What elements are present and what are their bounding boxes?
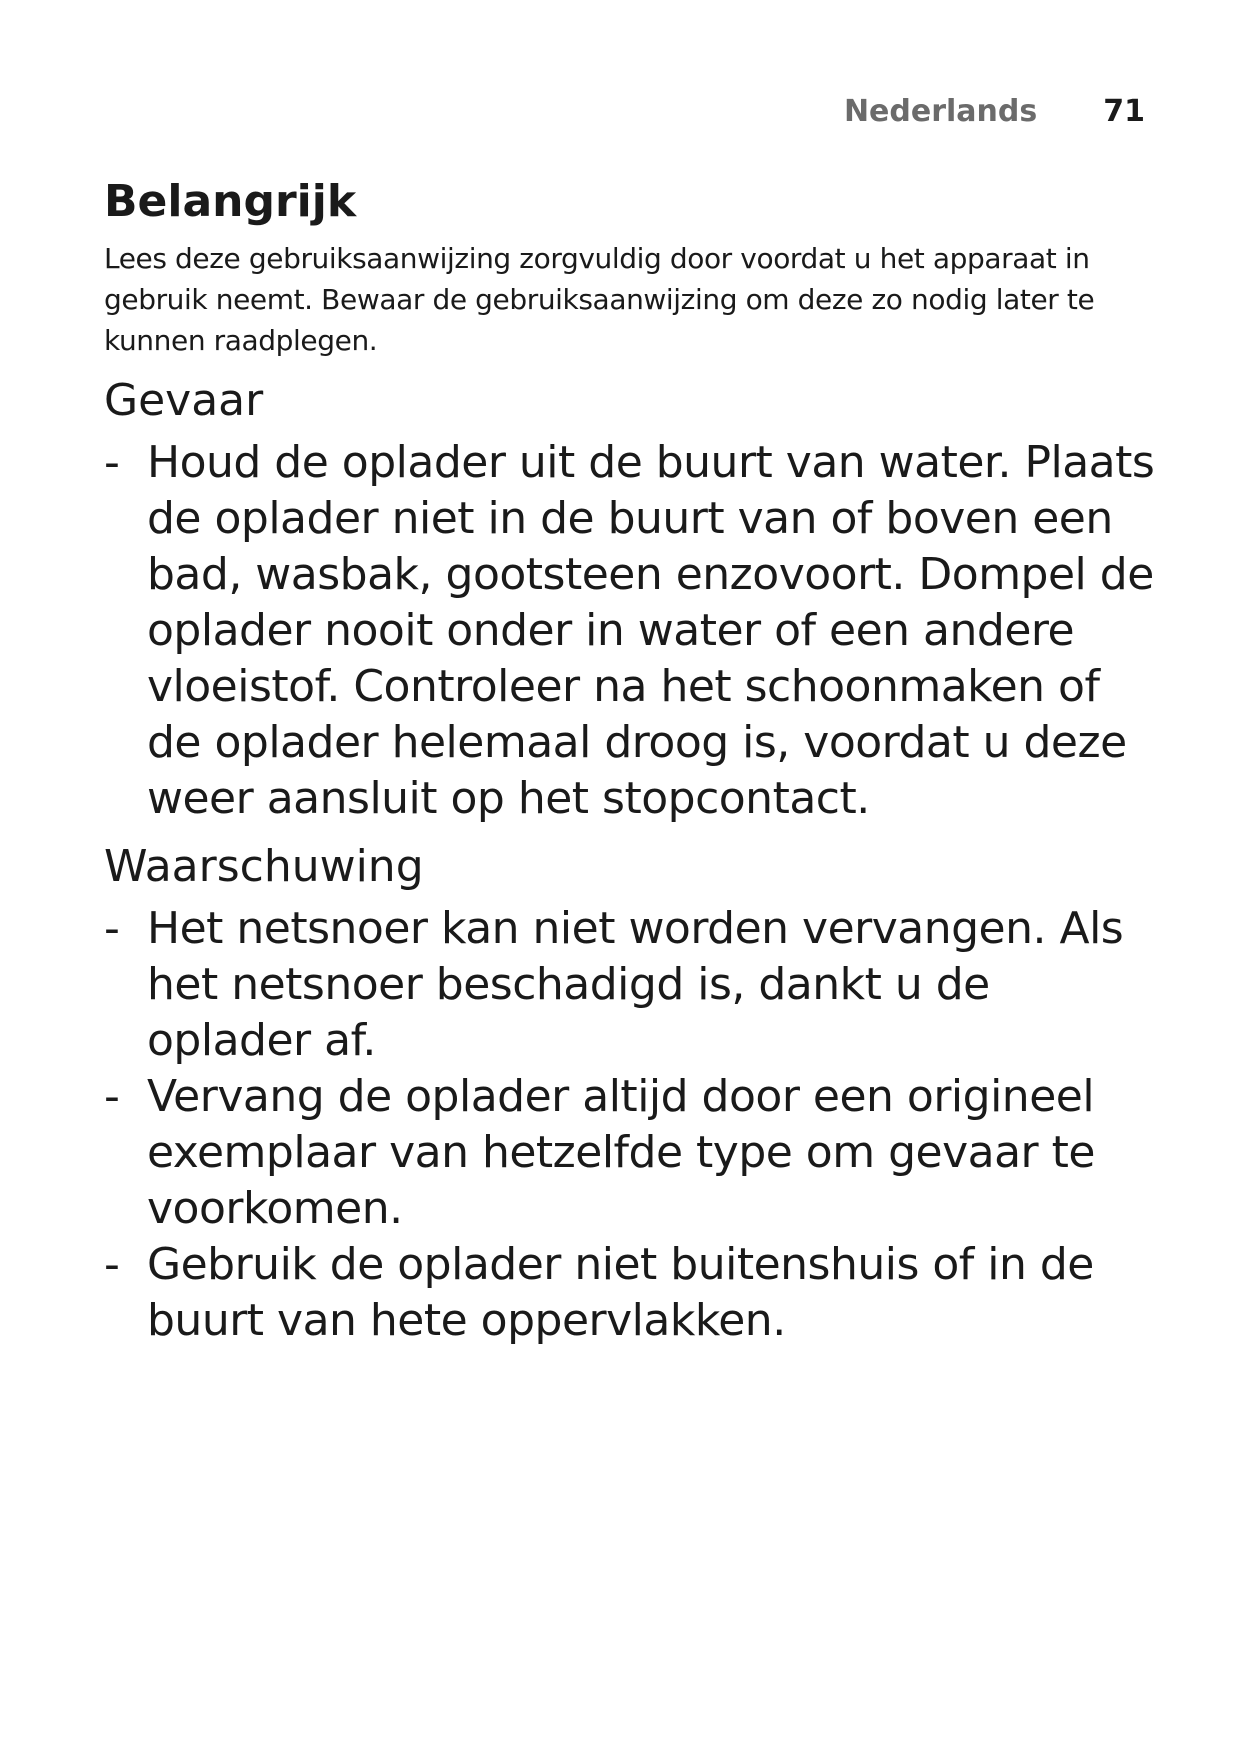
waarschuwing-item-text: Het netsnoer kan niet worden vervangen. Als het netsnoer beschadigd is, dankt u de oplader af. [147, 903, 1124, 1066]
gevaar-item-text: Houd de oplader uit de buurt van water. Plaats de oplader niet in de buurt van of boven een bad, wasbak, gootsteen enzovoort. Dompel de oplader nooit onder in water of een andere vloeistof. Controleer na het schoonmaken of de oplader helemaal droog is, voordat u deze weer aansluit op het stopcontact. [147, 437, 1155, 824]
page-header [844, 94, 1145, 129]
page-content [104, 172, 1164, 1349]
list-item [104, 901, 1164, 1069]
waarschuwing-item-text: Gebruik de oplader niet buitenshuis of in de buurt van hete oppervlakken. [147, 1239, 1094, 1346]
bullet-dash: - [104, 1071, 120, 1122]
page-number: 71 [1103, 94, 1145, 129]
language-label: Nederlands [843, 94, 1038, 129]
gevaar-list [104, 435, 1164, 827]
bullet-dash: - [104, 1239, 120, 1290]
waarschuwing-heading: Waarschuwing [104, 841, 424, 892]
waarschuwing-list [104, 901, 1164, 1349]
list-item [104, 1069, 1164, 1237]
waarschuwing-item-text: Vervang de oplader altijd door een origineel exemplaar van hetzelfde type om gevaar te voorkomen. [147, 1071, 1095, 1234]
gevaar-heading: Gevaar [104, 375, 264, 426]
list-item [104, 435, 1164, 827]
list-item [104, 1237, 1164, 1349]
bullet-dash: - [104, 437, 120, 488]
belangrijk-heading: Belangrijk [104, 176, 357, 227]
belangrijk-text: Lees deze gebruiksaanwijzing zorgvuldig door voordat u het apparaat in gebruik neemt. Bewaar de gebruiksaanwijzing om deze zo nodig later te kunnen raadplegen. [104, 242, 1095, 357]
bullet-dash: - [104, 903, 120, 954]
